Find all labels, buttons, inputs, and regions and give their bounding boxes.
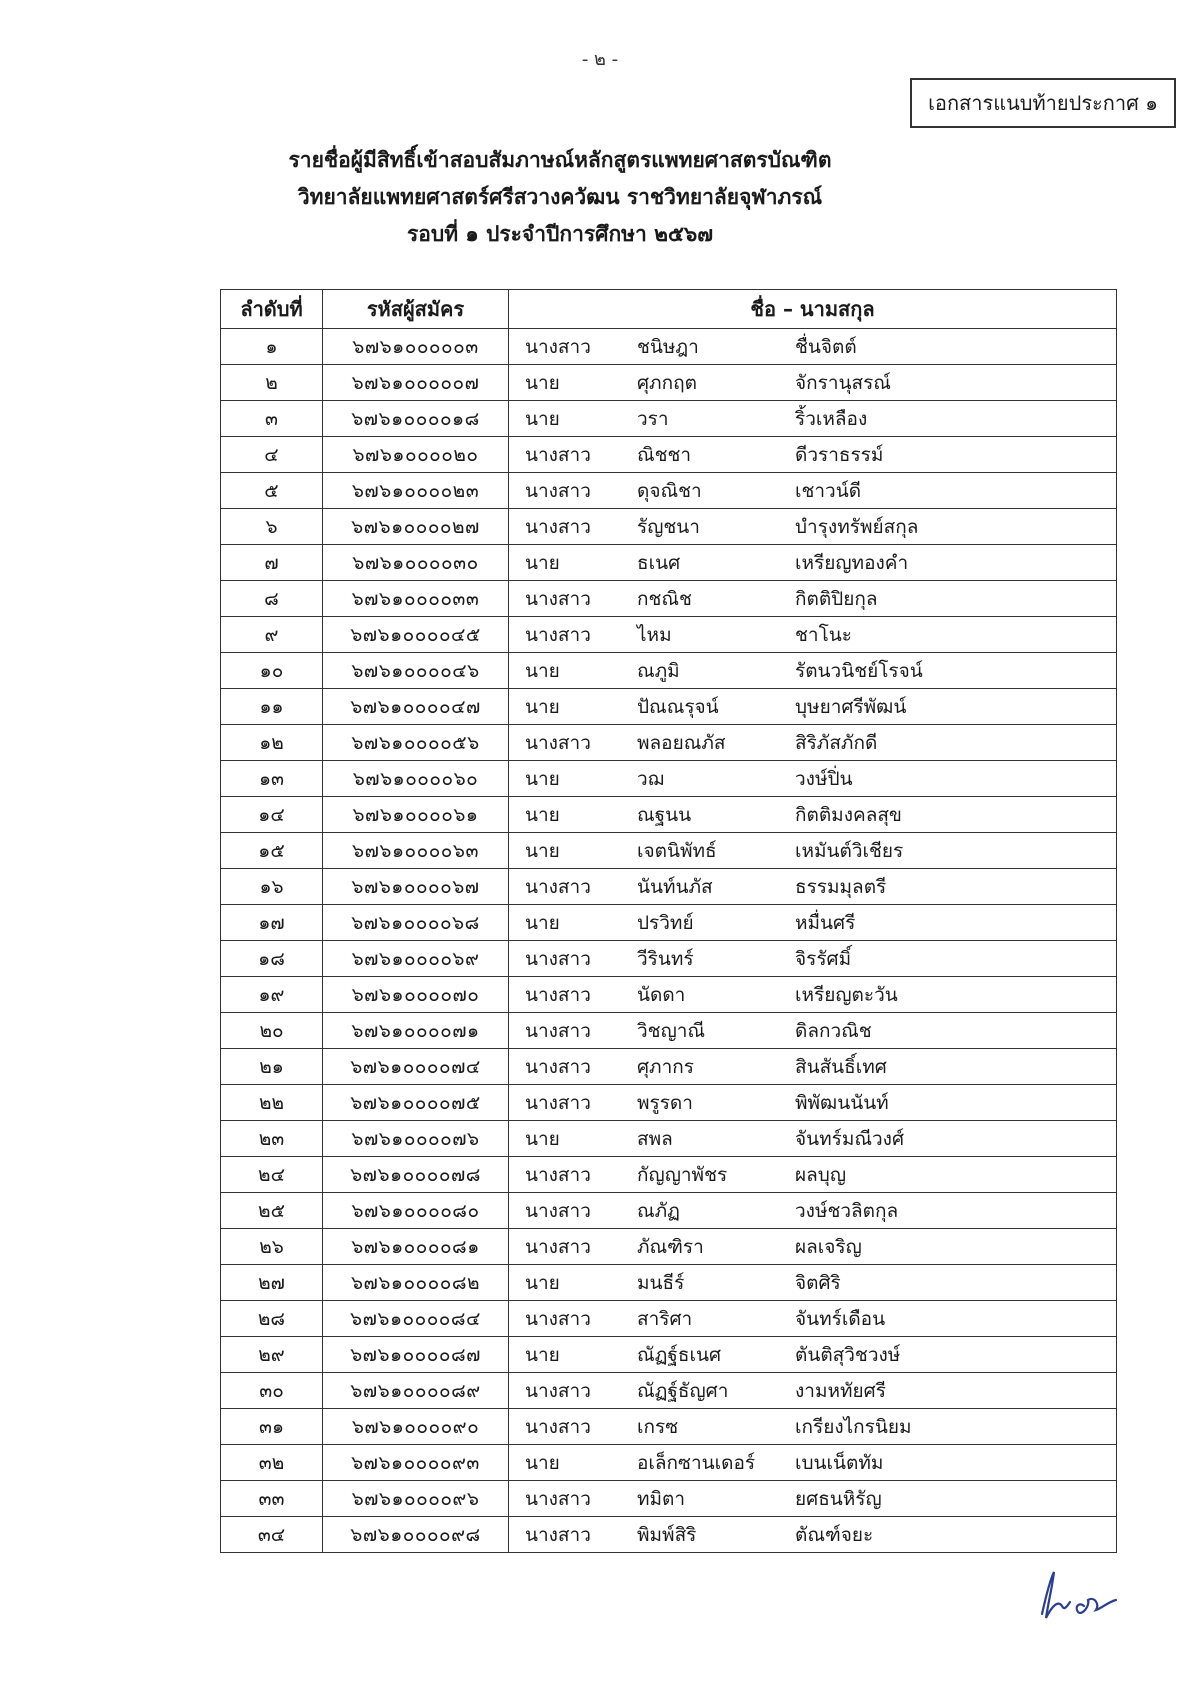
last-name: ผลบุญ (795, 1163, 847, 1186)
first-name: ชนิษฎา (637, 335, 699, 358)
last-name: จิรรัศมิ์ (795, 947, 852, 970)
full-name (509, 1409, 1117, 1445)
applicant-code: ๖๗๖๑๐๐๐๐๗๐ (323, 977, 509, 1013)
title-line-3: รอบที่ ๑ ประจำปีการศึกษา ๒๕๖๗ (407, 222, 713, 246)
first-name: นันท์นภัส (637, 875, 713, 898)
name-title: นาย (525, 803, 560, 826)
name-title: นางสาว (525, 1019, 591, 1042)
last-name: ตัณฑ์จยะ (795, 1523, 874, 1546)
first-name: วิชญาณี (637, 1019, 706, 1042)
last-name: ตันติสุวิชวงษ์ (795, 1343, 901, 1366)
table-header-row (221, 290, 1117, 329)
full-name (509, 1193, 1117, 1229)
full-name (509, 545, 1117, 581)
row-number: ๑๑ (221, 689, 323, 725)
applicant-code: ๖๗๖๑๐๐๐๐๖๘ (323, 905, 509, 941)
full-name (509, 1157, 1117, 1193)
first-name: ภัณฑิรา (637, 1235, 704, 1258)
last-name: กิตติปิยกุล (795, 587, 878, 610)
full-name (509, 473, 1117, 509)
last-name: สินสันธิ์เทศ (795, 1055, 887, 1078)
applicant-code: ๖๗๖๑๐๐๐๐๘๐ (323, 1193, 509, 1229)
table-row (221, 941, 1117, 977)
name-title: นาย (525, 1451, 560, 1474)
full-name (509, 833, 1117, 869)
name-title: นาย (525, 695, 560, 718)
applicant-code: ๖๗๖๑๐๐๐๐๘๒ (323, 1265, 509, 1301)
row-number: ๒ (221, 365, 323, 401)
applicant-code: ๖๗๖๑๐๐๐๐๙๖ (323, 1481, 509, 1517)
first-name: พรูรดา (637, 1091, 693, 1114)
first-name: เกรซ (637, 1415, 679, 1438)
table-row (221, 1157, 1117, 1193)
full-name (509, 1445, 1117, 1481)
first-name: รัญชนา (637, 515, 700, 538)
first-name: วรา (637, 407, 669, 430)
name-title: นางสาว (525, 623, 591, 646)
table-row (221, 797, 1117, 833)
first-name: นัดดา (637, 983, 686, 1006)
last-name: เหรียญตะวัน (795, 983, 898, 1006)
name-title: นางสาว (525, 1307, 591, 1330)
table-row (221, 401, 1117, 437)
applicant-code: ๖๗๖๑๐๐๐๐๕๖ (323, 725, 509, 761)
row-number: ๑๘ (221, 941, 323, 977)
applicant-code: ๖๗๖๑๐๐๐๐๒๓ (323, 473, 509, 509)
document-attachment-label: เอกสารแนบท้ายประกาศ ๑ (910, 78, 1176, 128)
applicant-code: ๖๗๖๑๐๐๐๐๐๓ (323, 329, 509, 365)
title-line-2: วิทยาลัยแพทยศาสตร์ศรีสวางควัฒน ราชวิทยาลัยจุฬาภรณ์ (297, 185, 823, 209)
name-title: นาย (525, 1127, 560, 1150)
table-row (221, 581, 1117, 617)
last-name: วงษ์ปิ่น (795, 767, 853, 790)
first-name: ณภัฏ (637, 1199, 680, 1222)
row-number: ๓๑ (221, 1409, 323, 1445)
row-number: ๒๙ (221, 1337, 323, 1373)
first-name: ดุจณิชา (637, 479, 702, 502)
applicant-code: ๖๗๖๑๐๐๐๐๔๕ (323, 617, 509, 653)
first-name: กชณิช (637, 587, 692, 610)
first-name: วฌ (637, 767, 664, 790)
table-row (221, 1445, 1117, 1481)
table-row (221, 905, 1117, 941)
name-title: นาย (525, 659, 560, 682)
name-title: นางสาว (525, 731, 591, 754)
row-number: ๑ (221, 329, 323, 365)
applicant-code: ๖๗๖๑๐๐๐๐๘๑ (323, 1229, 509, 1265)
applicant-code: ๖๗๖๑๐๐๐๐๖๑ (323, 797, 509, 833)
full-name (509, 725, 1117, 761)
full-name (509, 1013, 1117, 1049)
full-name (509, 1265, 1117, 1301)
name-title: นางสาว (525, 983, 591, 1006)
row-number: ๑๙ (221, 977, 323, 1013)
table-row (221, 329, 1117, 365)
first-name: ณัฏฐ์ธเนศ (637, 1343, 722, 1366)
full-name (509, 977, 1117, 1013)
first-name: ณัฏฐ์ธัญศา (637, 1379, 729, 1402)
row-number: ๒๒ (221, 1085, 323, 1121)
last-name: ชาโนะ (795, 623, 852, 646)
name-title: นาย (525, 407, 560, 430)
last-name: ชื่นจิตต์ (795, 335, 857, 358)
last-name: ดิลกวณิช (795, 1019, 872, 1042)
first-name: ณิชชา (637, 443, 692, 466)
table-row (221, 1373, 1117, 1409)
name-title: นางสาว (525, 1235, 591, 1258)
full-name (509, 617, 1117, 653)
row-number: ๑๕ (221, 833, 323, 869)
table-row (221, 1121, 1117, 1157)
first-name: วีรินทร์ (637, 947, 694, 970)
full-name (509, 509, 1117, 545)
applicant-code: ๖๗๖๑๐๐๐๐๙๓ (323, 1445, 509, 1481)
candidate-table (220, 289, 1117, 1553)
name-title: นางสาว (525, 1487, 591, 1510)
row-number: ๒๕ (221, 1193, 323, 1229)
row-number: ๑๔ (221, 797, 323, 833)
applicant-code: ๖๗๖๑๐๐๐๐๒๐ (323, 437, 509, 473)
name-title: นางสาว (525, 335, 591, 358)
table-row (221, 545, 1117, 581)
first-name: สาริศา (637, 1307, 693, 1330)
name-title: นางสาว (525, 1055, 591, 1078)
first-name: พิมพ์สิริ (637, 1523, 697, 1546)
full-name (509, 437, 1117, 473)
full-name (509, 581, 1117, 617)
name-title: นางสาว (525, 515, 591, 538)
row-number: ๘ (221, 581, 323, 617)
last-name: ริ้วเหลือง (795, 407, 868, 430)
first-name: กัญญาพัชร (637, 1163, 728, 1186)
table-row (221, 365, 1117, 401)
last-name: เบนเน็ตทัม (795, 1451, 884, 1474)
table-row (221, 1049, 1117, 1085)
first-name: ทมิตา (637, 1487, 686, 1510)
applicant-code: ๖๗๖๑๐๐๐๐๑๘ (323, 401, 509, 437)
page-number: - ๒ - (581, 49, 619, 70)
table-row (221, 653, 1117, 689)
first-name: ธเนศ (637, 551, 681, 574)
applicant-code: ๖๗๖๑๐๐๐๐๗๔ (323, 1049, 509, 1085)
last-name: บุษยาศรีพัฒน์ (795, 695, 907, 718)
row-number: ๓๔ (221, 1517, 323, 1553)
full-name (509, 1517, 1117, 1553)
last-name: จันทร์มณีวงศ์ (795, 1127, 905, 1150)
row-number: ๓๐ (221, 1373, 323, 1409)
table-row (221, 617, 1117, 653)
name-title: นาย (525, 839, 560, 862)
row-number: ๑๓ (221, 761, 323, 797)
applicant-code: ๖๗๖๑๐๐๐๐๒๗ (323, 509, 509, 545)
full-name (509, 1229, 1117, 1265)
full-name (509, 1373, 1117, 1409)
last-name: หมื่นศรี (795, 911, 856, 934)
table-row (221, 509, 1117, 545)
name-title: นางสาว (525, 1379, 591, 1402)
applicant-code: ๖๗๖๑๐๐๐๐๔๗ (323, 689, 509, 725)
last-name: เชาวน์ดี (795, 479, 862, 502)
row-number: ๗ (221, 545, 323, 581)
table-row (221, 1265, 1117, 1301)
name-title: นางสาว (525, 875, 591, 898)
applicant-code: ๖๗๖๑๐๐๐๐๖๗ (323, 869, 509, 905)
last-name: จักรานุสรณ์ (795, 371, 891, 394)
title-line-1: รายชื่อผู้มีสิทธิ์เข้าสอบสัมภาษณ์หลักสูตรแพทยศาสตรบัณฑิต (288, 148, 832, 172)
last-name: บำรุงทรัพย์สกุล (795, 515, 919, 538)
full-name (509, 329, 1117, 365)
full-name (509, 1481, 1117, 1517)
last-name: เหมันต์วิเชียร (795, 839, 904, 862)
full-name (509, 869, 1117, 905)
table-row (221, 1409, 1117, 1445)
row-number: ๙ (221, 617, 323, 653)
table-row (221, 1301, 1117, 1337)
header-code: รหัสผู้สมัคร (323, 290, 509, 329)
first-name: ไหม (637, 623, 672, 646)
applicant-code: ๖๗๖๑๐๐๐๐๓๐ (323, 545, 509, 581)
applicant-code: ๖๗๖๑๐๐๐๐๖๙ (323, 941, 509, 977)
row-number: ๕ (221, 473, 323, 509)
table-row (221, 1481, 1117, 1517)
full-name (509, 1301, 1117, 1337)
first-name: มนธีร์ (637, 1271, 685, 1294)
header-no: ลำดับที่ (221, 290, 323, 329)
last-name: วงษ์ชวลิตกุล (795, 1199, 899, 1222)
name-title: นางสาว (525, 1415, 591, 1438)
table-row (221, 1013, 1117, 1049)
table-row (221, 1085, 1117, 1121)
first-name: พลอยณภัส (637, 731, 726, 754)
full-name (509, 1085, 1117, 1121)
applicant-code: ๖๗๖๑๐๐๐๐๗๑ (323, 1013, 509, 1049)
row-number: ๖ (221, 509, 323, 545)
name-title: นางสาว (525, 587, 591, 610)
row-number: ๒๗ (221, 1265, 323, 1301)
first-name: เจตนิพัทธ์ (637, 839, 717, 862)
name-title: นางสาว (525, 947, 591, 970)
row-number: ๑๖ (221, 869, 323, 905)
row-number: ๒๓ (221, 1121, 323, 1157)
last-name: ยศธนหิรัญ (795, 1487, 882, 1510)
full-name (509, 401, 1117, 437)
full-name (509, 1049, 1117, 1085)
applicant-code: ๖๗๖๑๐๐๐๐๙๐ (323, 1409, 509, 1445)
table-row (221, 833, 1117, 869)
full-name (509, 797, 1117, 833)
first-name: ศุภากร (637, 1055, 694, 1078)
row-number: ๒๖ (221, 1229, 323, 1265)
table-row (221, 689, 1117, 725)
table-body (221, 329, 1117, 1553)
full-name (509, 365, 1117, 401)
row-number: ๒๑ (221, 1049, 323, 1085)
row-number: ๔ (221, 437, 323, 473)
full-name (509, 941, 1117, 977)
name-title: นาย (525, 1343, 560, 1366)
full-name (509, 761, 1117, 797)
first-name: ณภูมิ (637, 659, 680, 682)
row-number: ๑๗ (221, 905, 323, 941)
last-name: งามหทัยศรี (795, 1379, 886, 1402)
name-title: นางสาว (525, 443, 591, 466)
name-title: นางสาว (525, 1523, 591, 1546)
applicant-code: ๖๗๖๑๐๐๐๐๐๗ (323, 365, 509, 401)
table-row (221, 977, 1117, 1013)
full-name (509, 689, 1117, 725)
row-number: ๒๔ (221, 1157, 323, 1193)
last-name: ดีวราธรรม์ (795, 443, 884, 466)
name-title: นาย (525, 551, 560, 574)
table-row (221, 869, 1117, 905)
last-name: จิตศิริ (795, 1271, 841, 1294)
table-row (221, 725, 1117, 761)
row-number: ๑๒ (221, 725, 323, 761)
full-name (509, 905, 1117, 941)
applicant-code: ๖๗๖๑๐๐๐๐๘๔ (323, 1301, 509, 1337)
last-name: จันทร์เดือน (795, 1307, 886, 1330)
header-name: ชื่อ – นามสกุล (509, 290, 1117, 329)
table-row (221, 1517, 1117, 1553)
applicant-code: ๖๗๖๑๐๐๐๐๓๓ (323, 581, 509, 617)
last-name: เกรียงไกรนิยม (795, 1415, 912, 1438)
last-name: เหรียญทองคำ (795, 551, 909, 574)
name-title: นาย (525, 1271, 560, 1294)
last-name: รัตนวนิชย์โรจน์ (795, 659, 923, 682)
table-row (221, 1193, 1117, 1229)
applicant-code: ๖๗๖๑๐๐๐๐๖๐ (323, 761, 509, 797)
row-number: ๒๐ (221, 1013, 323, 1049)
table-row (221, 437, 1117, 473)
row-number: ๓๒ (221, 1445, 323, 1481)
first-name: สพล (637, 1127, 673, 1150)
name-title: นางสาว (525, 1199, 591, 1222)
name-title: นาย (525, 371, 560, 394)
handwritten-signature (1036, 1566, 1126, 1626)
applicant-code: ๖๗๖๑๐๐๐๐๗๖ (323, 1121, 509, 1157)
row-number: ๑๐ (221, 653, 323, 689)
first-name: อเล็กซานเดอร์ (637, 1451, 756, 1474)
name-title: นางสาว (525, 1163, 591, 1186)
applicant-code: ๖๗๖๑๐๐๐๐๗๘ (323, 1157, 509, 1193)
applicant-code: ๖๗๖๑๐๐๐๐๙๘ (323, 1517, 509, 1553)
table-row (221, 761, 1117, 797)
document-title (200, 142, 920, 253)
last-name: สิริภัสภักดี (795, 731, 878, 754)
table-row (221, 1229, 1117, 1265)
first-name: ศุภกฤต (637, 371, 697, 394)
last-name: ผลเจริญ (795, 1235, 862, 1258)
full-name (509, 1337, 1117, 1373)
last-name: ธรรมมุลตรี (795, 875, 887, 898)
table-row (221, 1337, 1117, 1373)
name-title: นาย (525, 767, 560, 790)
full-name (509, 653, 1117, 689)
applicant-code: ๖๗๖๑๐๐๐๐๘๙ (323, 1373, 509, 1409)
row-number: ๓๓ (221, 1481, 323, 1517)
applicant-code: ๖๗๖๑๐๐๐๐๘๗ (323, 1337, 509, 1373)
row-number: ๒๘ (221, 1301, 323, 1337)
first-name: ณฐนน (637, 803, 692, 826)
applicant-code: ๖๗๖๑๐๐๐๐๖๓ (323, 833, 509, 869)
table-row (221, 473, 1117, 509)
applicant-code: ๖๗๖๑๐๐๐๐๔๖ (323, 653, 509, 689)
name-title: นางสาว (525, 479, 591, 502)
name-title: นางสาว (525, 1091, 591, 1114)
last-name: พิพัฒนนันท์ (795, 1091, 889, 1114)
name-title: นาย (525, 911, 560, 934)
first-name: ปรวิทย์ (637, 911, 694, 934)
row-number: ๓ (221, 401, 323, 437)
last-name: กิตติมงคลสุข (795, 803, 902, 826)
full-name (509, 1121, 1117, 1157)
first-name: ปัณณรุจน์ (637, 695, 719, 718)
applicant-code: ๖๗๖๑๐๐๐๐๗๕ (323, 1085, 509, 1121)
